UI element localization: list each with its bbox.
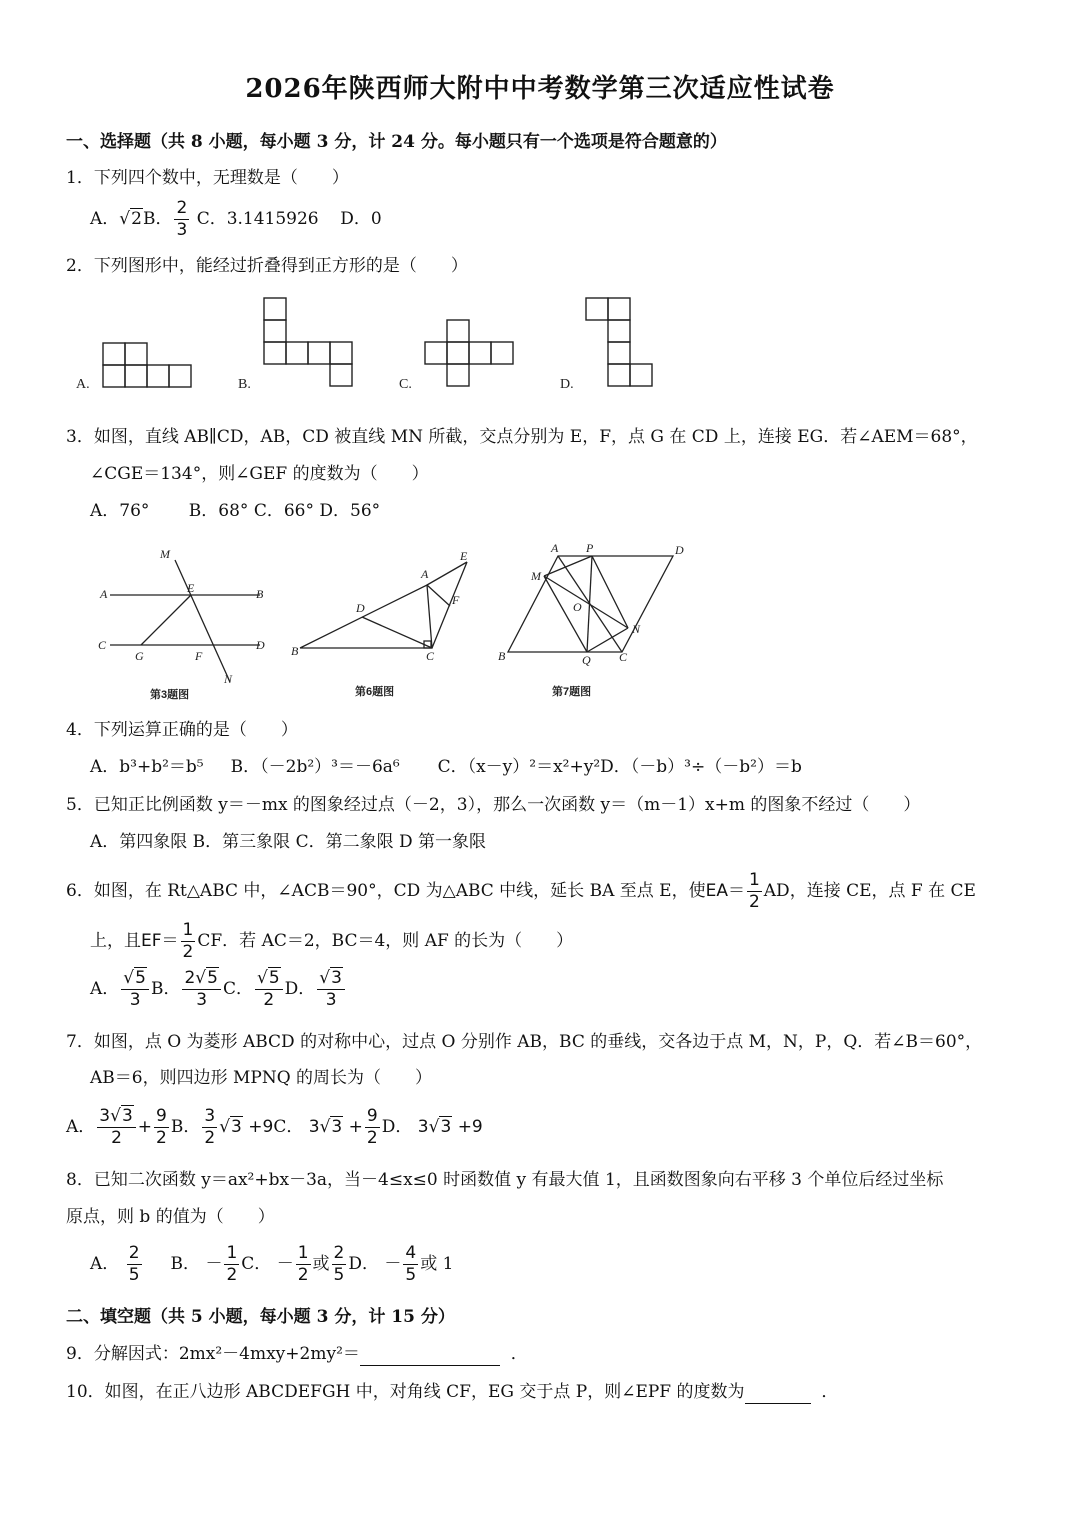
q4-stem: 4．下列运算正确的是（ ）	[66, 720, 298, 740]
q7-option-a-frac2: $\frac{9}{2}$	[156, 1106, 167, 1148]
q4-options	[90, 755, 802, 779]
q2-stem: 2．下列图形中，能经过折叠得到正方形的是（ ）	[66, 256, 468, 276]
q4-option-c: C．（x－y）²＝x²+y²	[437, 757, 601, 777]
fig7-label-p: P	[586, 541, 594, 555]
fig7-label-d: D	[675, 543, 684, 557]
fig6-label-b: B	[291, 644, 299, 658]
q8-option-a-frac: $\frac{2}{5}$	[128, 1243, 140, 1285]
q6-option-c-fraction: $\frac{√5}{2}$	[255, 970, 283, 1009]
half-fraction: $\frac{1}{2}$	[182, 920, 194, 962]
fig6-label-f: F	[452, 593, 460, 607]
q6-line2: 上，且EF＝ $\frac{1}{2}$ CF．若 AC＝2，BC＝4，则 AF 的长为（ ）	[90, 920, 574, 962]
q7-option-c-frac: $\frac{9}{2}$	[366, 1106, 378, 1148]
q4-option-a: A．b³+b²＝b⁵	[90, 757, 204, 777]
section-fill-heading: 二、填空题（共 5 小题，每小题 3 分，计 15 分）	[66, 1307, 455, 1327]
q7-options: A． $\frac{3√3}{2}$ + $\frac{9}{2}$ B． $\frac{3}{2}$ √3 +9C． 3√3 + $\frac{9}{2}$ D． 3√3 +9	[66, 1106, 483, 1148]
q6-options: A． $\frac{√5}{3}$ B． $\frac{2√5}{3}$ C． $\frac{√5}{2}$ D． $\frac{√3}{3}$	[90, 970, 347, 1009]
fig3-label-b: B	[256, 587, 264, 601]
q1-option-c: C．3.1415926	[196, 209, 319, 229]
fig7-label-a: A	[551, 541, 559, 555]
q8-option-c-frac2: $\frac{2}{5}$	[333, 1243, 345, 1285]
q1-options	[90, 200, 382, 239]
q10-answer-blank[interactable]	[745, 1385, 811, 1404]
q8-option-c-frac1: $\frac{1}{2}$	[297, 1243, 309, 1285]
q3-line2: ∠CGE＝134°，则∠GEF 的度数为（ ）	[90, 464, 429, 484]
q3-options: A．76° B．68° C．66° D．56°	[90, 501, 381, 521]
page-title: 2026年陕西师大附中中考数学第三次适应性试卷	[245, 74, 835, 104]
fig3-label-c: C	[98, 638, 107, 652]
fig6-label-c: C	[426, 649, 435, 663]
q5-stem: 5．已知正比例函数 y＝－mx 的图象经过点（－2，3），那么一次函数 y＝（m－1）x+m 的图象不经过（ ）	[66, 795, 921, 815]
fig7-label-m: M	[531, 569, 541, 583]
figures-row	[90, 540, 700, 710]
fig7-label-q: Q	[582, 653, 591, 667]
fig6-label-a: A	[421, 567, 429, 581]
q9: 9．分解因式：2mx²－4mxy+2my²＝ ．	[66, 1344, 528, 1364]
fig3-caption: 第3题图	[150, 689, 190, 701]
q5-options: A．第四象限 B．第三象限 C．第二象限 D 第一象限	[90, 832, 487, 852]
q8-options: A． $\frac{2}{5}$ B． － $\frac{1}{2}$ C． － $\frac{1}{2}$ 或 $\frac{2}{5}$ D． － $\frac{4}{5}$ 或 1	[90, 1243, 454, 1285]
q1-option-b-label: B．	[142, 209, 173, 229]
fig3-label-a: A	[100, 587, 108, 601]
sqrt-symbol: √	[119, 209, 131, 229]
q1-option-d: D．0	[340, 209, 382, 229]
q7-line2: AB＝6，则四边形 MPNQ 的周长为（ ）	[90, 1068, 433, 1088]
q9-answer-blank[interactable]	[360, 1347, 500, 1366]
fig3-label-n: N	[224, 672, 233, 686]
fig3-label-g: G	[135, 649, 144, 663]
q7-option-a-frac1: $\frac{3√3}{2}$	[97, 1108, 136, 1147]
fig7-label-o: O	[573, 600, 582, 614]
fig3-label-d: D	[256, 638, 265, 652]
q4-option-d: D．（－b）³÷（－b²）＝b	[600, 757, 802, 777]
fig3-label-m: M	[160, 547, 170, 561]
q1-option-b-fraction: $\frac{2}{3}$	[176, 198, 188, 240]
q2-option-a-label: A.	[76, 377, 90, 392]
q8-option-d-frac: $\frac{4}{5}$	[405, 1243, 417, 1285]
half-fraction: $\frac{1}{2}$	[748, 870, 760, 912]
q2-net-figures	[70, 290, 690, 400]
q6-line1: 6．如图，在 Rt△ABC 中，∠ACB＝90°，CD 为△ABC 中线，延长 BA 至点 E，使EA＝ $\frac{1}{2}$ AD，连接 CE，点 F 在 CE	[66, 870, 976, 912]
q8-line2: 原点，则 b 的值为（ ）	[66, 1207, 275, 1227]
fig3-label-e: E	[187, 581, 195, 595]
q6-option-b-fraction: $\frac{2√5}{3}$	[182, 970, 221, 1009]
q2-option-b-label: B.	[238, 377, 251, 392]
q7-line1: 7．如图，点 O 为菱形 ABCD 的对称中心，过点 O 分别作 AB，BC 的垂线，交各边于点 M，N，P，Q．若∠B＝60°，	[66, 1032, 983, 1052]
fig6-label-e: E	[460, 549, 468, 563]
q7-option-b-frac: $\frac{3}{2}$	[204, 1106, 216, 1148]
fig7-label-c: C	[619, 650, 628, 664]
fig7-label-n: N	[632, 622, 641, 636]
q6-option-d-fraction: $\frac{√3}{3}$	[317, 970, 345, 1009]
fig6-label-d: D	[356, 601, 365, 615]
q1-option-a-label: A．	[90, 209, 120, 229]
q6-option-a-fraction: $\frac{√5}{3}$	[121, 970, 149, 1009]
q4-option-b: B．（－2b²）³＝－6a⁶	[230, 757, 400, 777]
q2-option-c-label: C.	[399, 377, 412, 392]
fig7-label-b: B	[498, 649, 506, 663]
fig3-label-f: F	[195, 649, 203, 663]
q2-option-d-label: D.	[560, 377, 574, 392]
q8-option-b-frac: $\frac{1}{2}$	[226, 1243, 238, 1285]
fig6-caption: 第6题图	[355, 686, 395, 698]
q10: 10．如图，在正八边形 ABCDEFGH 中，对角线 CF，EG 交于点 P，则∠EPF 的度数为 ．	[66, 1382, 839, 1402]
q3-line1: 3．如图，直线 AB∥CD，AB，CD 被直线 MN 所截，交点分别为 E，F，点 G 在 CD 上，连接 EG．若∠AEM＝68°，	[66, 427, 978, 447]
fig7-caption: 第7题图	[552, 686, 592, 698]
section-choice-heading: 一、选择题（共 8 小题，每小题 3 分，计 24 分。每小题只有一个选项是符合题意的）	[66, 132, 727, 152]
q8-line1: 8．已知二次函数 y＝ax²+bx－3a，当－4≤x≤0 时函数值 y 有最大值 1，且函数图象向右平移 3 个单位后经过坐标	[66, 1170, 944, 1190]
q1-option-a-radicand: 2	[131, 209, 142, 229]
q1-stem: 1．下列四个数中，无理数是（ ）	[66, 168, 349, 188]
